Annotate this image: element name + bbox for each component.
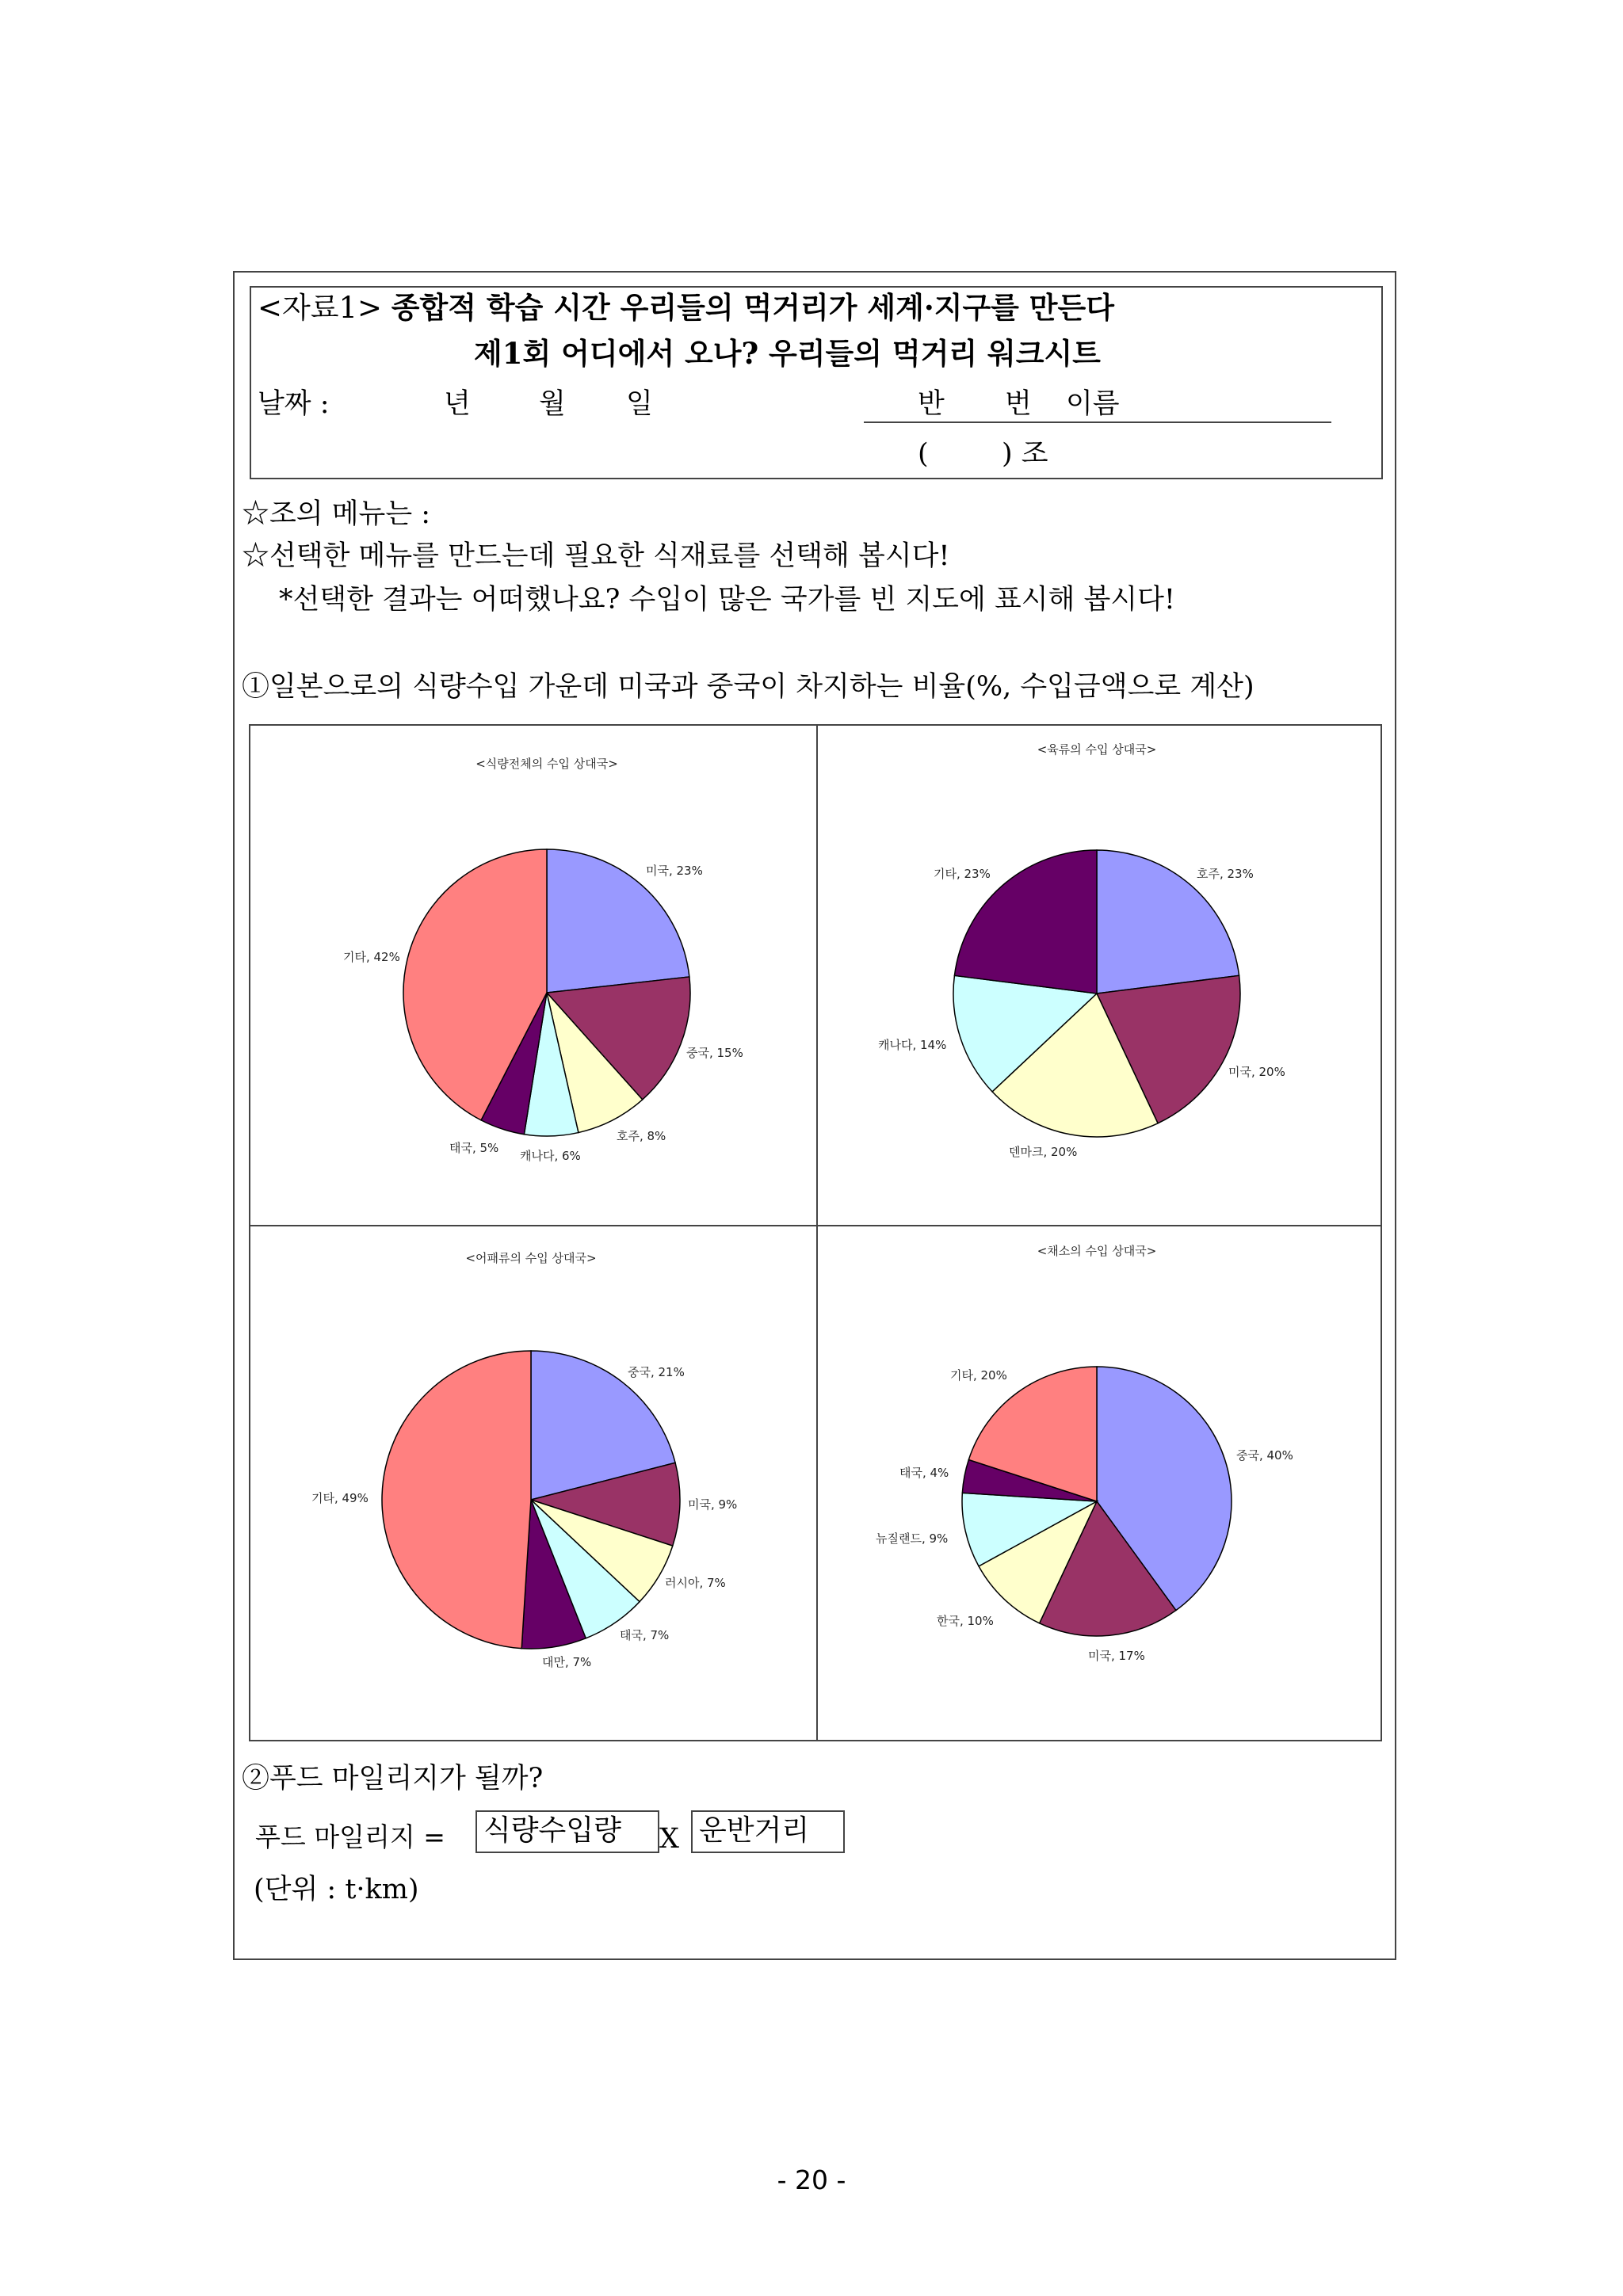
chart-title: <채소의 수입 상대국>	[1037, 1244, 1157, 1258]
slice-label: 중국, 15%	[686, 1046, 743, 1060]
multiply-sign: X	[659, 1823, 679, 1855]
menu-line: ☆조의 메뉴는 :	[242, 498, 431, 530]
name-label: 이름	[1066, 388, 1120, 420]
question-1: ①일본으로의 식량수입 가운데 미국과 중국이 차지하는 비율(%, 수입금액으로 계산)	[242, 671, 1254, 703]
slice-label: 태국, 7%	[620, 1628, 670, 1642]
slice-label: 태국, 5%	[449, 1141, 499, 1155]
pie-slice	[382, 1351, 531, 1649]
slice-label: 미국, 9%	[688, 1497, 738, 1512]
slice-label: 대만, 7%	[542, 1655, 592, 1669]
slice-label: 기타, 23%	[934, 867, 991, 881]
slice-label: 캐나다, 6%	[520, 1149, 581, 1163]
page-number: - 20 -	[777, 2164, 846, 2195]
slice-label: 미국, 17%	[1088, 1649, 1145, 1663]
slice-label: 중국, 40%	[1236, 1448, 1293, 1463]
title-prefix: <자료1>	[258, 291, 383, 325]
pie-chart-total-food	[343, 757, 743, 1163]
chart-title: <어패류의 수입 상대국>	[465, 1251, 597, 1265]
slice-label: 호주, 23%	[1197, 867, 1254, 881]
distance-box: 운반거리	[691, 1810, 845, 1853]
select-ingredients-line: ☆선택한 메뉴를 만드는데 필요한 식재료를 선택해 봅시다!	[242, 540, 950, 572]
chart-title: <식량전체의 수입 상대국>	[475, 757, 618, 771]
month-label: 월	[539, 388, 566, 420]
question-2: ②푸드 마일리지가 될까?	[242, 1763, 544, 1794]
pie-chart-seafood	[311, 1251, 737, 1669]
title-main: 종합적 학습 시간 우리들의 먹거리가 세계·지구를 만든다	[391, 290, 1115, 325]
import-volume-box: 식량수입량	[475, 1810, 659, 1853]
number-label: 번	[1005, 388, 1032, 420]
worksheet-subtitle: 제1회 어디에서 오나? 우리들의 먹거리 워크시트	[474, 336, 1101, 371]
slice-label: 태국, 4%	[899, 1466, 949, 1480]
slice-label: 한국, 10%	[937, 1614, 994, 1628]
formula-label: 푸드 마일리지 =	[255, 1821, 445, 1852]
date-label: 날짜 :	[258, 388, 330, 420]
chart-title: <육류의 수입 상대국>	[1037, 742, 1157, 757]
slice-label: 중국, 21%	[628, 1365, 685, 1379]
slice-label: 덴마크, 20%	[1009, 1145, 1078, 1159]
slice-label: 기타, 20%	[950, 1368, 1007, 1383]
class-label: 반	[918, 388, 945, 420]
year-label: 년	[444, 388, 471, 420]
group-open-paren: (	[918, 438, 929, 470]
slice-label: 미국, 20%	[1228, 1065, 1285, 1079]
slice-label: 캐나다, 14%	[878, 1038, 947, 1052]
slice-label: 미국, 23%	[646, 864, 703, 878]
day-label: 일	[626, 388, 653, 420]
slice-label: 러시아, 7%	[665, 1576, 726, 1590]
group-label: ) 조	[1002, 438, 1048, 470]
slice-label: 기타, 49%	[311, 1491, 369, 1505]
slice-label: 뉴질랜드, 9%	[876, 1531, 949, 1546]
pie-chart-meat	[878, 742, 1285, 1159]
slice-label: 호주, 8%	[617, 1129, 666, 1143]
unit-line: (단위 : t·km)	[254, 1874, 419, 1905]
map-instruction-line: *선택한 결과는 어떠했나요? 수입이 많은 국가를 빈 지도에 표시해 봅시다!	[279, 584, 1175, 616]
slice-label: 기타, 42%	[343, 950, 400, 964]
pie-chart-vegetables	[876, 1244, 1293, 1663]
